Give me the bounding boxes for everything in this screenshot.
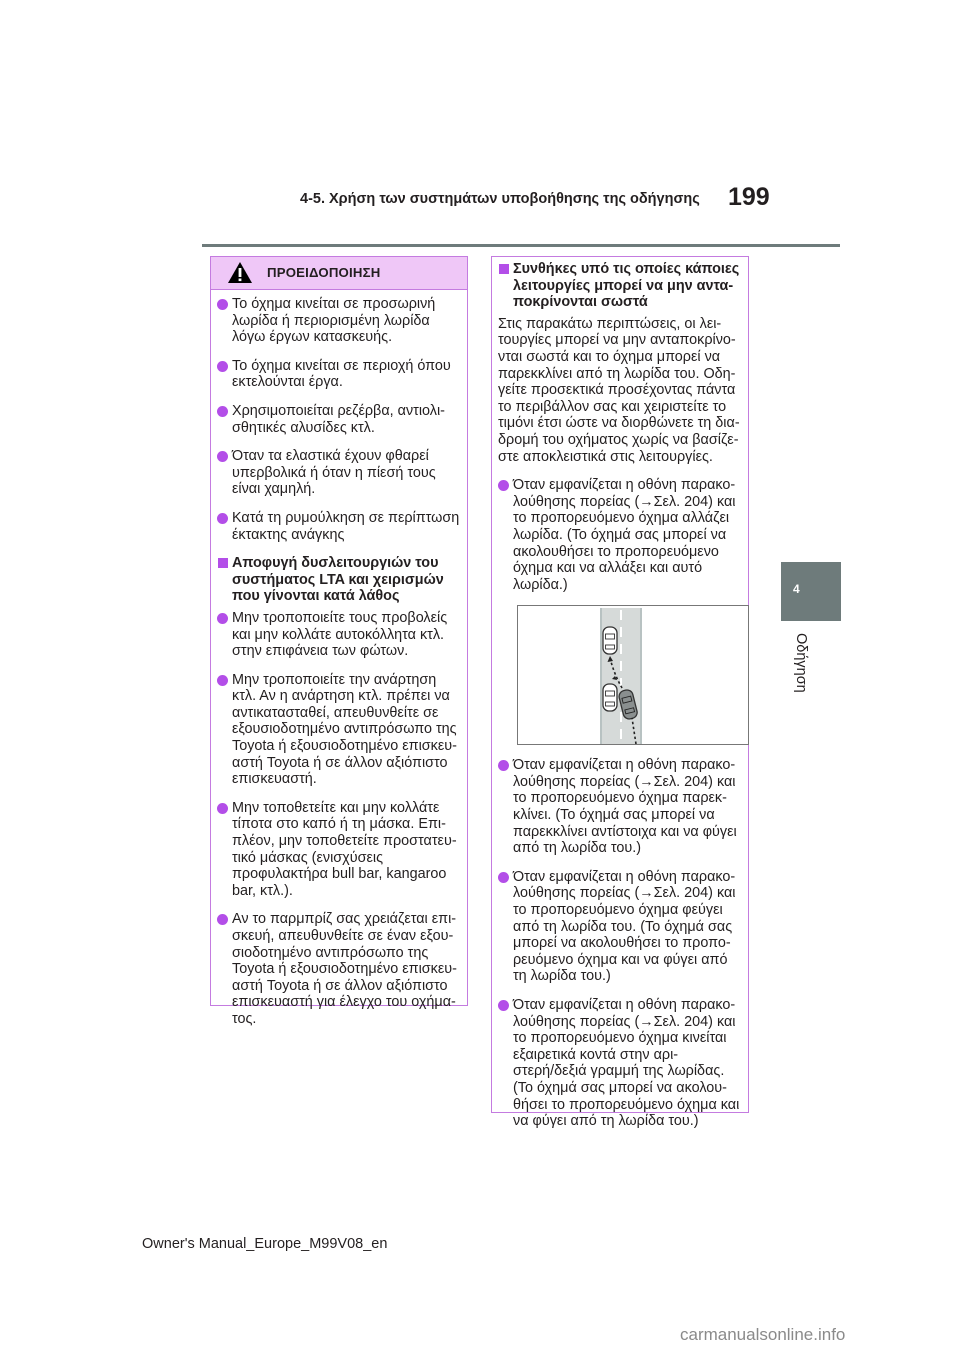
bullet-item (498, 997, 742, 1130)
bullet-dot-icon (217, 513, 228, 524)
bullet-dot-icon (217, 914, 228, 925)
text-line: λούθησης πορείας (→Σελ. 204) και (513, 885, 736, 902)
text-line: ακολουθήσει το προπορευόμενο (513, 543, 719, 560)
text-line: και μην κολλάτε αυτοκόλλητα κτλ. (232, 626, 445, 643)
car-icon (603, 627, 617, 654)
text-line: από τη λωρίδα του. (Το όχημά σας (513, 918, 733, 935)
text-line: το προπορευόμενο όχημα παρεκ- (513, 790, 727, 807)
text-line: λειτουργίες μπορεί να μην αντα- (513, 277, 734, 294)
text-line: εξαιρετικά κοντά στην αρι- (513, 1046, 679, 1063)
text-line: Αποφυγή δυσλειτουργιών του (232, 555, 439, 572)
text-line: ποκρίνονται σωστά (513, 294, 648, 311)
text-line: πλέον, μην τοποθετείτε προστατευ- (232, 833, 457, 850)
info-bullets-after-figure (498, 757, 742, 1129)
chapter-label: Οδήγηση (793, 633, 809, 693)
square-bullet-icon (499, 264, 509, 274)
text-line: αστή Toyota ή σε άλλον αξιόπιστο (232, 754, 448, 771)
text-line: Μην τροποποιείτε τους προβολείς (232, 609, 448, 626)
text-line: τιμόνι έτσι ώστε να διορθώνετε τη δια- (498, 415, 740, 432)
text-line: όχημα και να αλλάξει και αυτό (513, 560, 703, 577)
text-line: τη λωρίδα του.) (513, 968, 611, 985)
warning-box (210, 256, 468, 1027)
text-line: ρευόμενο όχημα και να φύγει από (513, 951, 728, 968)
text-line: αντικατασταθεί, απευθυνθείτε σε (232, 704, 439, 721)
bullet-item (498, 869, 742, 985)
text-line: έκτακτης ανάγκης (232, 526, 345, 543)
text-line: στην επιφάνεια των φώτων. (232, 643, 409, 660)
bullet-item (498, 757, 742, 857)
text-line: τος. (232, 1010, 257, 1027)
bullet-dot-icon (217, 803, 228, 814)
info-body (492, 257, 748, 1130)
text-line: Όταν εμφανίζεται η οθόνη παρακο- (513, 477, 736, 494)
manual-id: Owner's Manual_Europe_M99V08_en (142, 1236, 388, 1252)
warning-body (211, 290, 467, 1028)
text-line: τικό μάσκας (ενισχύσεις (232, 849, 384, 866)
section-title: 4-5. Χρήση των συστημάτων υποβοήθησης της οδήγησης (300, 191, 700, 207)
bullet-item (217, 403, 461, 436)
text-line: είναι χαμηλή. (232, 481, 316, 498)
text-line: τουργίες μπορεί να μην ανταποκρίνο- (498, 332, 736, 349)
text-line: Στις παρακάτω περιπτώσεις, οι λει- (498, 315, 722, 332)
bullet-item (217, 672, 461, 788)
text-line: κτλ. Αν η ανάρτηση κτλ. πρέπει να (232, 688, 450, 705)
bullet-dot-icon (217, 613, 228, 624)
warning-bullets-2 (217, 610, 461, 1028)
text-line: σθητικές αλυσίδες κτλ. (232, 419, 375, 436)
text-line: Αν το παρμπρίζ σας χρειάζεται επι- (232, 911, 457, 928)
car-icon (603, 684, 617, 711)
bullet-dot-icon (217, 451, 228, 462)
text-line: επισκευαστή. (232, 771, 317, 788)
bullet-dot-icon (217, 675, 228, 686)
text-line: να φύγει από τη λωρίδα του.) (513, 1113, 699, 1130)
text-line: (Το όχημά σας μπορεί να ακολου- (513, 1079, 727, 1096)
text-line: εκτελούνται έργα. (232, 374, 343, 391)
text-line: λωρίδα ή περιορισμένη λωρίδα (232, 312, 430, 329)
text-line: θήσει το προπορευόμενο όχημα και (513, 1096, 740, 1113)
lane-change-diagram (517, 605, 749, 745)
text-line: στε αποκλειστικά στις λειτουργίες. (498, 448, 713, 465)
text-line: Όταν τα ελαστικά έχουν φθαρεί (232, 448, 429, 465)
text-line: μπορεί να ακολουθήσει το προπο- (513, 935, 731, 952)
bullet-dot-icon (498, 760, 509, 771)
text-line: λούθησης πορείας (→Σελ. 204) και (513, 773, 736, 790)
bullet-item (217, 296, 461, 346)
bullet-item (217, 358, 461, 391)
text-line: από τη λωρίδα του.) (513, 840, 642, 857)
text-line: το περιβάλλον σας και χειριστείτε το (498, 398, 727, 415)
text-line: Μην τροποποιείτε την ανάρτηση (232, 671, 437, 688)
bullet-item (217, 610, 461, 660)
text-line: Όταν εμφανίζεται η οθόνη παρακο- (513, 757, 736, 774)
chapter-tab (781, 562, 841, 621)
text-line: Κατά τη ρυμούλκηση σε περίπτωση (232, 509, 460, 526)
text-line: Συνθήκες υπό τις οποίες κάποιες (513, 261, 740, 277)
text-line: γείτε προσεκτικά προσέχοντας πάντα (498, 382, 736, 399)
header-rule (202, 244, 840, 247)
text-line: υπερβολικά ή όταν η πίεσή τους (232, 464, 436, 481)
warning-title: ΠΡΟΕΙΔΟΠΟΙΗΣΗ (267, 264, 381, 280)
info-bullet-1 (498, 477, 742, 593)
info-heading (498, 261, 742, 311)
bullet-item (217, 448, 461, 498)
text-line: εξουσιοδοτημένο αντιπρόσωπο της (232, 721, 457, 738)
text-line: Το όχημα κινείται σε προσωρινή (232, 296, 436, 312)
text-line: προφυλακτήρα bull bar, kangaroo (232, 866, 447, 883)
bullet-dot-icon (217, 361, 228, 372)
text-line: λωρίδα. (Το όχημά σας μπορεί να (513, 526, 727, 543)
text-line: λούθησης πορείας (→Σελ. 204) και (513, 1013, 736, 1030)
text-line: αστή Toyota ή σε άλλον αξιόπιστο (232, 977, 448, 994)
text-line: λούθησης πορείας (→Σελ. 204) και (513, 493, 736, 510)
page-number: 199 (728, 183, 770, 211)
text-line: παρεκκλίνει αντίστοιχα και να φύγει (513, 823, 737, 840)
text-line: παρεκκλίνει από τη λωρίδα του. Οδη- (498, 365, 736, 382)
text-line: στερή/δεξιά γραμμή της λωρίδας. (513, 1063, 725, 1080)
text-line: επισκευαστή για έλεγχο του οχήμα- (232, 994, 456, 1011)
text-line: το προπορευόμενο όχημα φεύγει (513, 902, 723, 919)
chapter-number: 4 (793, 582, 800, 596)
info-intro (498, 316, 742, 465)
text-line: λόγω έργων κατασκευής. (232, 329, 393, 346)
text-line: σιοδοτημένο αντιπρόσωπο της (232, 944, 429, 961)
bullet-dot-icon (217, 299, 228, 310)
square-bullet-icon (218, 558, 228, 568)
text-line: Toyota ή εξουσιοδοτημένο επισκευ- (232, 738, 457, 755)
bullet-item (498, 477, 742, 593)
text-line: Μην τοποθετείτε και μην κολλάτε (232, 799, 440, 816)
text-line: νται σωστά και το όχημα μπορεί να (498, 348, 721, 365)
warning-header (211, 257, 467, 290)
bullet-item (217, 510, 461, 543)
warning-subheading (217, 555, 461, 605)
text-line: Όταν εμφανίζεται η οθόνη παρακο- (513, 868, 736, 885)
text-line: συστήματος LTA και χειρισμών (232, 571, 444, 588)
text-line: το προπορευόμενο όχημα κινείται (513, 1030, 727, 1047)
text-line: δρομή του οχήματος χωρίς να βασίζε- (498, 431, 739, 448)
info-box (491, 256, 749, 1130)
text-line: το προπορευόμενο όχημα αλλάζει (513, 510, 730, 527)
bullet-dot-icon (217, 406, 228, 417)
bullet-dot-icon (498, 1000, 509, 1011)
text-line: Όταν εμφανίζεται η οθόνη παρακο- (513, 997, 736, 1013)
text-line: τίποτα στο καπό ή τη μάσκα. Επι- (232, 816, 446, 833)
text-line: κλίνει. (Το όχημά σας μπορεί να (513, 807, 715, 824)
watermark-link[interactable]: carmanualsonline.info (680, 1325, 846, 1344)
text-line: Toyota ή εξουσιοδοτημένο επισκευ- (232, 961, 457, 978)
text-line: Χρησιμοποιείται ρεζέρβα, αντιολι- (232, 402, 445, 419)
text-line: bar, κτλ.). (232, 882, 293, 899)
text-line: Το όχημα κινείται σε περιοχή όπου (232, 357, 451, 374)
bullet-item (217, 800, 461, 900)
bullet-dot-icon (498, 872, 509, 883)
warning-bullets-1 (217, 296, 461, 543)
text-line: λωρίδα.) (513, 576, 568, 593)
warning-triangle-icon (227, 261, 253, 285)
text-line: που γίνονται κατά λάθος (232, 588, 400, 605)
text-line: σκευή, απευθυνθείτε σε έναν εξου- (232, 928, 454, 944)
bullet-dot-icon (498, 480, 509, 491)
bullet-item (217, 911, 461, 1027)
